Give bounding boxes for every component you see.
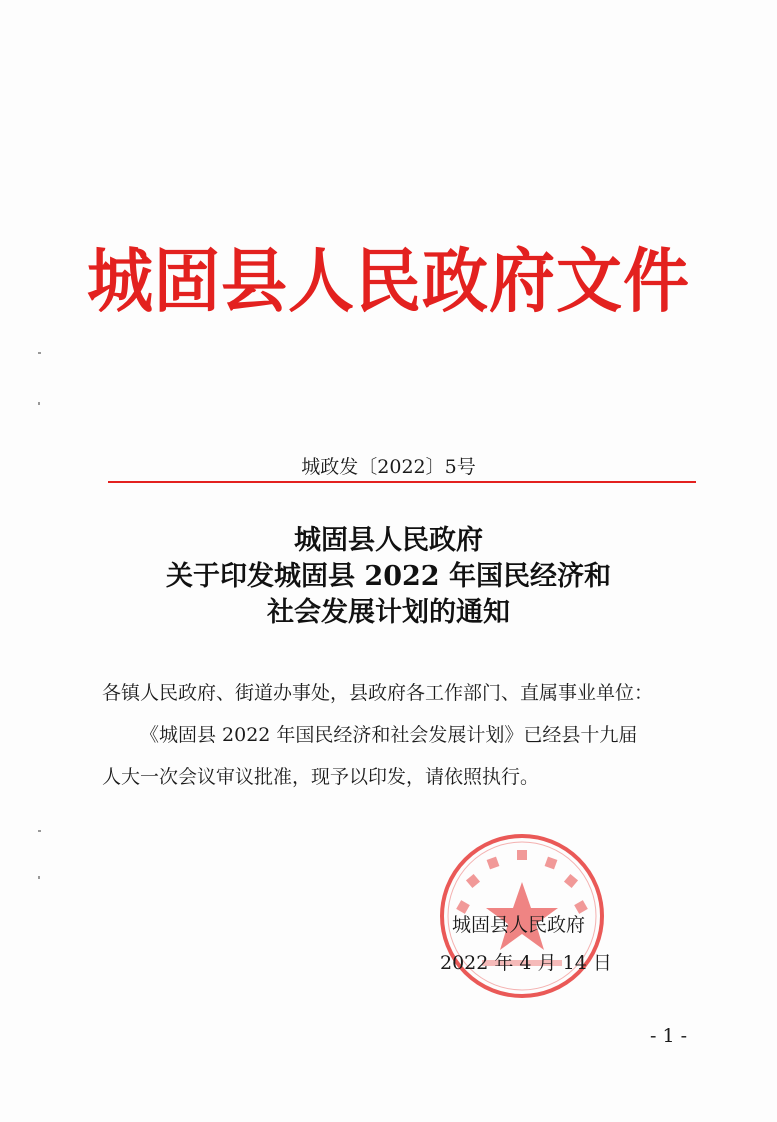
signature-block (440, 906, 620, 982)
scan-mark (38, 352, 41, 354)
page-number: - 1 - (649, 1025, 687, 1047)
body-paragraph-line-2: 人大一次会议审议批准，现予以印发，请依照执行。 (102, 766, 540, 788)
document-header-title: 城固县人民政府文件 (87, 240, 690, 322)
notice-title-line-2: 关于印发城固县 2022 年国民经济和 (166, 561, 611, 592)
document-number: 城政发〔2022〕5号 (301, 456, 476, 478)
notice-title-line-1: 城固县人民政府 (294, 525, 483, 556)
salutation: 各镇人民政府、街道办事处，县政府各工作部门、直属事业单位： (102, 682, 654, 704)
scan-mark (38, 876, 40, 879)
signature-date: 2022 年 4 月 14 日 (440, 952, 612, 974)
red-divider-line (108, 481, 696, 483)
signature-organization: 城固县人民政府 (452, 914, 586, 936)
notice-title-line-3: 社会发展计划的通知 (267, 597, 510, 628)
scan-mark (38, 402, 40, 405)
scan-mark (38, 830, 41, 832)
notice-body (102, 672, 702, 798)
body-paragraph-line-1: 《城固县 2022 年国民经济和社会发展计划》已经县十九届 (140, 724, 638, 746)
notice-title (0, 523, 777, 631)
